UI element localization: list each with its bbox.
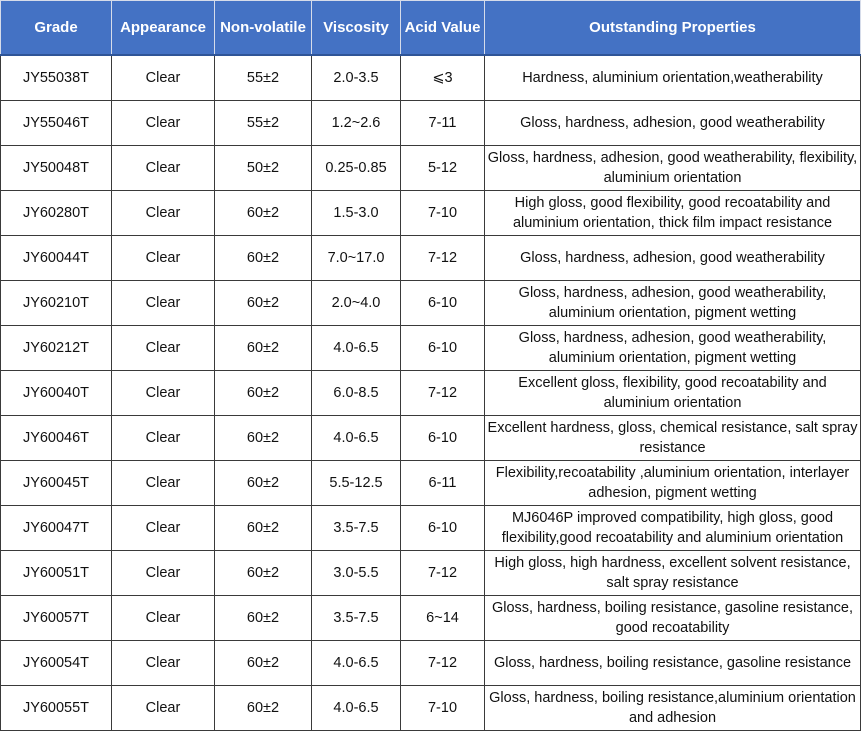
cell-viscosity: 0.25-0.85	[312, 146, 401, 191]
table-row	[1, 191, 861, 236]
header-row	[1, 1, 861, 56]
cell-properties: Gloss, hardness, adhesion, good weatherability	[485, 101, 861, 146]
cell-grade: JY55038T	[1, 55, 112, 101]
cell-acid-value: 7-10	[401, 686, 485, 731]
cell-grade: JY60046T	[1, 416, 112, 461]
cell-viscosity: 2.0-3.5	[312, 55, 401, 101]
cell-acid-value: 6-10	[401, 326, 485, 371]
cell-non-volatile: 60±2	[215, 461, 312, 506]
cell-properties: Gloss, hardness, boiling resistance, gasoline resistance	[485, 641, 861, 686]
table-row	[1, 551, 861, 596]
cell-grade: JY60280T	[1, 191, 112, 236]
cell-appearance: Clear	[112, 146, 215, 191]
cell-grade: JY60212T	[1, 326, 112, 371]
cell-acid-value: 7-12	[401, 236, 485, 281]
cell-viscosity: 3.0-5.5	[312, 551, 401, 596]
cell-properties: High gloss, good flexibility, good recoatability and aluminium orientation, thick film impact resistance	[485, 191, 861, 236]
cell-non-volatile: 60±2	[215, 371, 312, 416]
cell-acid-value: 6~14	[401, 596, 485, 641]
table-row	[1, 371, 861, 416]
table-row	[1, 236, 861, 281]
cell-non-volatile: 60±2	[215, 191, 312, 236]
table-row	[1, 506, 861, 551]
cell-non-volatile: 50±2	[215, 146, 312, 191]
header-non-volatile: Non-volatile	[215, 1, 312, 56]
cell-appearance: Clear	[112, 686, 215, 731]
cell-grade: JY60210T	[1, 281, 112, 326]
cell-grade: JY60057T	[1, 596, 112, 641]
cell-appearance: Clear	[112, 506, 215, 551]
table-row	[1, 281, 861, 326]
table-row	[1, 641, 861, 686]
table-row	[1, 326, 861, 371]
header-outstanding-properties: Outstanding Properties	[485, 1, 861, 56]
cell-appearance: Clear	[112, 236, 215, 281]
table-body	[1, 55, 861, 731]
cell-viscosity: 7.0~17.0	[312, 236, 401, 281]
cell-acid-value: 7-12	[401, 371, 485, 416]
cell-appearance: Clear	[112, 551, 215, 596]
cell-appearance: Clear	[112, 101, 215, 146]
cell-non-volatile: 60±2	[215, 326, 312, 371]
cell-acid-value: 6-10	[401, 281, 485, 326]
cell-acid-value: 7-12	[401, 641, 485, 686]
cell-viscosity: 3.5-7.5	[312, 506, 401, 551]
cell-appearance: Clear	[112, 596, 215, 641]
cell-properties: Excellent hardness, gloss, chemical resistance, salt spray resistance	[485, 416, 861, 461]
cell-viscosity: 5.5-12.5	[312, 461, 401, 506]
cell-properties: Excellent gloss, flexibility, good recoatability and aluminium orientation	[485, 371, 861, 416]
cell-acid-value: ⩽3	[401, 55, 485, 101]
cell-properties: High gloss, high hardness, excellent solvent resistance, salt spray resistance	[485, 551, 861, 596]
cell-grade: JY60040T	[1, 371, 112, 416]
cell-appearance: Clear	[112, 326, 215, 371]
cell-non-volatile: 60±2	[215, 281, 312, 326]
cell-properties: Hardness, aluminium orientation,weatherability	[485, 55, 861, 101]
cell-non-volatile: 55±2	[215, 55, 312, 101]
header-grade: Grade	[1, 1, 112, 56]
cell-non-volatile: 60±2	[215, 236, 312, 281]
table-header	[1, 1, 861, 56]
header-appearance: Appearance	[112, 1, 215, 56]
cell-grade: JY60044T	[1, 236, 112, 281]
table-row	[1, 686, 861, 731]
header-acid-value: Acid Value	[401, 1, 485, 56]
cell-non-volatile: 60±2	[215, 686, 312, 731]
cell-viscosity: 2.0~4.0	[312, 281, 401, 326]
cell-viscosity: 6.0-8.5	[312, 371, 401, 416]
cell-properties: Gloss, hardness, adhesion, good weatherability, flexibility, aluminium orientation	[485, 146, 861, 191]
cell-non-volatile: 60±2	[215, 506, 312, 551]
cell-acid-value: 6-10	[401, 506, 485, 551]
cell-properties: Gloss, hardness, adhesion, good weatherability, aluminium orientation, pigment wetting	[485, 281, 861, 326]
cell-appearance: Clear	[112, 55, 215, 101]
cell-grade: JY50048T	[1, 146, 112, 191]
cell-non-volatile: 60±2	[215, 641, 312, 686]
cell-appearance: Clear	[112, 371, 215, 416]
cell-non-volatile: 60±2	[215, 551, 312, 596]
cell-acid-value: 5-12	[401, 146, 485, 191]
cell-viscosity: 4.0-6.5	[312, 641, 401, 686]
table-row	[1, 596, 861, 641]
cell-acid-value: 7-11	[401, 101, 485, 146]
cell-appearance: Clear	[112, 281, 215, 326]
cell-non-volatile: 60±2	[215, 596, 312, 641]
cell-acid-value: 6-11	[401, 461, 485, 506]
cell-viscosity: 1.2~2.6	[312, 101, 401, 146]
header-viscosity: Viscosity	[312, 1, 401, 56]
cell-grade: JY55046T	[1, 101, 112, 146]
cell-grade: JY60045T	[1, 461, 112, 506]
cell-viscosity: 1.5-3.0	[312, 191, 401, 236]
cell-properties: Gloss, hardness, boiling resistance,aluminium orientation and adhesion	[485, 686, 861, 731]
cell-non-volatile: 55±2	[215, 101, 312, 146]
cell-appearance: Clear	[112, 416, 215, 461]
cell-appearance: Clear	[112, 191, 215, 236]
cell-acid-value: 6-10	[401, 416, 485, 461]
cell-viscosity: 3.5-7.5	[312, 596, 401, 641]
cell-viscosity: 4.0-6.5	[312, 416, 401, 461]
table-row	[1, 416, 861, 461]
cell-grade: JY60055T	[1, 686, 112, 731]
cell-properties: Flexibility,recoatability ,aluminium orientation, interlayer adhesion, pigment wetting	[485, 461, 861, 506]
cell-grade: JY60051T	[1, 551, 112, 596]
cell-viscosity: 4.0-6.5	[312, 326, 401, 371]
table-row	[1, 461, 861, 506]
cell-properties: Gloss, hardness, boiling resistance, gasoline resistance, good recoatability	[485, 596, 861, 641]
cell-acid-value: 7-10	[401, 191, 485, 236]
cell-viscosity: 4.0-6.5	[312, 686, 401, 731]
cell-acid-value: 7-12	[401, 551, 485, 596]
cell-grade: JY60054T	[1, 641, 112, 686]
cell-non-volatile: 60±2	[215, 416, 312, 461]
table-row	[1, 101, 861, 146]
cell-appearance: Clear	[112, 461, 215, 506]
cell-grade: JY60047T	[1, 506, 112, 551]
cell-appearance: Clear	[112, 641, 215, 686]
cell-properties: MJ6046P improved compatibility, high gloss, good flexibility,good recoatability and aluminium orientation	[485, 506, 861, 551]
table-row	[1, 146, 861, 191]
cell-properties: Gloss, hardness, adhesion, good weatherability	[485, 236, 861, 281]
cell-properties: Gloss, hardness, adhesion, good weatherability, aluminium orientation, pigment wetting	[485, 326, 861, 371]
table-row	[1, 55, 861, 101]
